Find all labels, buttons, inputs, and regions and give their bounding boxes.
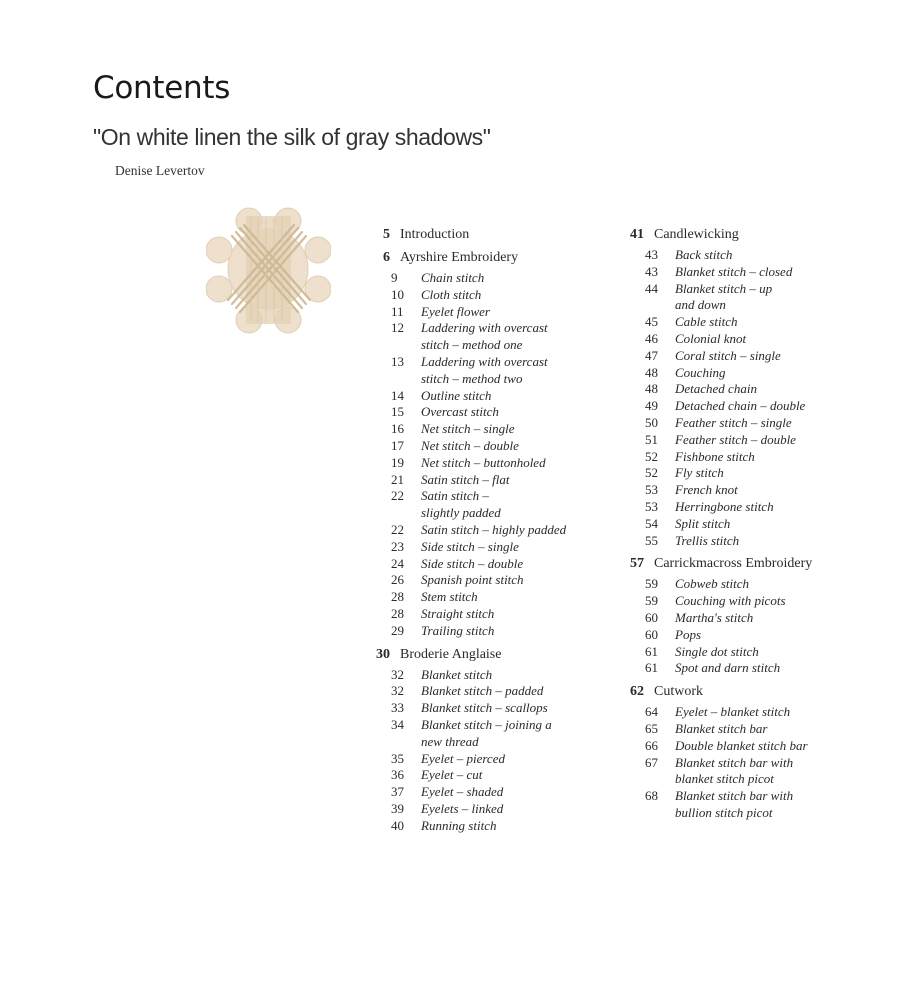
section-title: Ayrshire Embroidery <box>400 250 519 265</box>
toc-entry[interactable] <box>616 610 866 627</box>
entry-title: Outline stitch <box>421 387 492 403</box>
entry-title: Couching with picots <box>675 593 786 609</box>
toc-entry[interactable] <box>616 331 866 348</box>
entry-title: Eyelet – pierced <box>421 750 505 766</box>
entry-title: Cobweb stitch <box>675 576 750 592</box>
epigraph-quote: "On white linen the silk of gray shadows" <box>93 124 491 150</box>
page-title: Contents <box>93 70 231 106</box>
entry-title: Detached chain – double <box>675 398 806 414</box>
toc-entry-list <box>616 247 866 549</box>
section-page-number: 41 <box>630 227 644 242</box>
section-title: Candlewicking <box>654 227 739 242</box>
entry-title: Trellis stitch <box>675 532 740 548</box>
toc-entry[interactable] <box>616 533 866 550</box>
toc-entry[interactable] <box>362 404 612 421</box>
entry-title: Net stitch – single <box>421 421 515 437</box>
entry-title: Herringbone stitch <box>675 498 774 514</box>
toc-entry[interactable] <box>616 788 866 822</box>
toc-entry[interactable] <box>362 589 612 606</box>
entry-title: Satin stitch – highly padded <box>421 521 567 537</box>
entry-page-number: 43 <box>645 247 658 262</box>
toc-entry[interactable] <box>362 522 612 539</box>
entry-page-number: 37 <box>391 784 404 800</box>
toc-entry[interactable] <box>362 388 612 405</box>
entry-page-number: 64 <box>645 704 658 720</box>
toc-entry[interactable] <box>616 516 866 533</box>
toc-entry[interactable] <box>616 482 866 499</box>
entry-title: Blanket stitch – joining a new thread <box>421 716 552 749</box>
contents-column-right <box>616 226 866 828</box>
entry-title: Eyelet flower <box>421 303 490 319</box>
entry-page-number: 51 <box>645 431 658 447</box>
toc-entry[interactable] <box>616 365 866 382</box>
entry-page-number: 26 <box>391 572 404 588</box>
toc-entry[interactable] <box>362 270 612 287</box>
entry-title: Double blanket stitch bar <box>675 737 808 753</box>
entry-title: Trailing stitch <box>421 622 495 638</box>
section-title: Carrickmacross Embroidery <box>654 556 813 572</box>
toc-entry[interactable] <box>616 465 866 482</box>
entry-page-number: 53 <box>645 498 658 514</box>
entry-page-number: 36 <box>391 767 404 783</box>
toc-section <box>616 683 866 822</box>
toc-entry[interactable] <box>362 784 612 801</box>
entry-title: Eyelet – shaded <box>421 784 504 800</box>
entry-title: Blanket stitch bar with bullion stitch picot <box>675 788 794 820</box>
toc-entry[interactable] <box>616 755 866 789</box>
toc-entry[interactable] <box>616 398 866 415</box>
entry-page-number: 52 <box>645 448 658 464</box>
entry-page-number: 61 <box>645 643 658 659</box>
entry-page-number: 22 <box>391 521 404 537</box>
section-page-number: 30 <box>376 646 390 662</box>
toc-section-heading[interactable] <box>616 683 866 700</box>
toc-entry[interactable] <box>362 751 612 768</box>
entry-page-number: 52 <box>645 465 658 481</box>
entry-page-number: 54 <box>645 515 658 531</box>
toc-section-heading[interactable] <box>362 226 612 243</box>
toc-entry[interactable] <box>362 700 612 717</box>
toc-entry[interactable] <box>616 644 866 661</box>
toc-entry[interactable] <box>616 432 866 449</box>
entry-page-number: 45 <box>645 314 658 330</box>
entry-title: Stem stitch <box>421 589 478 605</box>
entry-title: Cloth stitch <box>421 286 482 302</box>
toc-entry[interactable] <box>362 623 612 640</box>
entry-page-number: 67 <box>645 754 658 770</box>
entry-title: Chain stitch <box>421 270 485 285</box>
entry-page-number: 50 <box>645 414 658 430</box>
toc-entry-list <box>362 667 612 835</box>
entry-title: Blanket stitch – scallops <box>421 700 548 716</box>
toc-section-heading[interactable] <box>616 555 866 572</box>
entry-title: Laddering with overcast stitch – method one <box>421 320 548 353</box>
toc-entry[interactable] <box>362 539 612 556</box>
entry-title: Spanish point stitch <box>421 572 524 588</box>
entry-title: Eyelet – blanket stitch <box>675 704 791 720</box>
entry-title: Blanket stitch bar <box>675 720 768 736</box>
toc-entry[interactable] <box>362 717 612 751</box>
toc-entry[interactable] <box>616 627 866 644</box>
section-page-number: 57 <box>630 556 644 572</box>
toc-section <box>616 555 866 677</box>
toc-entry[interactable] <box>362 818 612 835</box>
section-title: Introduction <box>400 227 470 242</box>
entry-page-number: 10 <box>391 286 404 302</box>
section-page-number: 6 <box>383 250 390 265</box>
entry-page-number: 48 <box>645 364 658 380</box>
entry-title: Fishbone stitch <box>675 448 755 464</box>
toc-entry[interactable] <box>362 556 612 573</box>
entry-title: Feather stitch – double <box>675 431 796 447</box>
entry-title: Side stitch – single <box>421 538 519 554</box>
entry-title: Eyelet – cut <box>421 767 483 783</box>
toc-entry[interactable] <box>616 381 866 398</box>
entry-page-number: 68 <box>645 788 658 804</box>
entry-title: Colonial knot <box>675 330 747 346</box>
entry-page-number: 43 <box>645 263 658 279</box>
entry-title: Blanket stitch – padded <box>421 683 544 699</box>
entry-title: Blanket stitch <box>421 666 493 682</box>
entry-page-number: 65 <box>645 720 658 736</box>
toc-entry[interactable] <box>616 576 866 593</box>
toc-entry[interactable] <box>362 421 612 438</box>
entry-title: Overcast stitch <box>421 404 499 420</box>
entry-page-number: 59 <box>645 576 658 592</box>
entry-page-number: 47 <box>645 347 658 363</box>
entry-title: Net stitch – double <box>421 437 519 453</box>
entry-title: Side stitch – double <box>421 555 524 571</box>
entry-page-number: 49 <box>645 398 658 414</box>
toc-entry[interactable] <box>616 415 866 432</box>
entry-title: Net stitch – buttonholed <box>421 454 546 470</box>
entry-page-number: 60 <box>645 609 658 625</box>
entry-page-number: 28 <box>391 589 404 605</box>
entry-title: Spot and darn stitch <box>675 660 781 676</box>
toc-entry[interactable] <box>616 281 866 315</box>
toc-entry[interactable] <box>362 304 612 321</box>
entry-title: Single dot stitch <box>675 643 759 659</box>
toc-entry[interactable] <box>362 354 612 388</box>
entry-page-number: 11 <box>391 303 404 319</box>
entry-title: Straight stitch <box>421 605 495 621</box>
entry-title: Coral stitch – single <box>675 347 781 363</box>
entry-page-number: 23 <box>391 538 404 554</box>
toc-entry[interactable] <box>362 801 612 818</box>
entry-title: French knot <box>675 482 738 498</box>
entry-page-number: 34 <box>391 716 404 732</box>
toc-section <box>362 226 612 243</box>
entry-page-number: 48 <box>645 381 658 397</box>
entry-page-number: 59 <box>645 593 658 609</box>
toc-section-heading[interactable] <box>362 646 612 663</box>
toc-entry[interactable] <box>616 449 866 466</box>
entry-page-number: 33 <box>391 700 404 716</box>
entry-page-number: 61 <box>645 660 658 676</box>
entry-page-number: 13 <box>391 353 404 369</box>
toc-section-heading[interactable] <box>362 249 612 266</box>
entry-title: Blanket stitch bar with blanket stitch picot <box>675 754 794 787</box>
toc-entry[interactable] <box>616 593 866 610</box>
entry-page-number: 22 <box>391 488 404 504</box>
entry-title: Blanket stitch – closed <box>675 263 793 279</box>
entry-page-number: 44 <box>645 280 658 296</box>
entry-page-number: 40 <box>391 817 404 833</box>
toc-entry[interactable] <box>616 660 866 677</box>
toc-entry-list <box>616 704 866 822</box>
entry-page-number: 21 <box>391 471 404 487</box>
entry-page-number: 35 <box>391 750 404 766</box>
toc-entry[interactable] <box>362 320 612 354</box>
entry-page-number: 60 <box>645 626 658 642</box>
toc-entry[interactable] <box>362 572 612 589</box>
toc-entry[interactable] <box>616 348 866 365</box>
epigraph-author: Denise Levertov <box>115 163 205 178</box>
toc-entry[interactable] <box>616 721 866 738</box>
contents-column-left <box>362 226 612 841</box>
entry-title: Couching <box>675 364 726 380</box>
entry-title: Laddering with overcast stitch – method two <box>421 353 548 386</box>
toc-section <box>362 646 612 835</box>
entry-page-number: 32 <box>391 683 404 699</box>
toc-entry[interactable] <box>362 488 612 522</box>
entry-title: Eyelets – linked <box>421 800 504 816</box>
toc-entry[interactable] <box>362 767 612 784</box>
entry-title: Detached chain <box>675 381 757 397</box>
entry-title: Blanket stitch – up and down <box>675 280 773 313</box>
entry-page-number: 12 <box>391 320 404 336</box>
section-title: Cutwork <box>654 684 703 700</box>
entry-title: Satin stitch – flat <box>421 471 510 487</box>
entry-page-number: 46 <box>645 330 658 346</box>
entry-title: Cable stitch <box>675 314 738 330</box>
entry-page-number: 53 <box>645 482 658 498</box>
entry-page-number: 66 <box>645 737 658 753</box>
toc-entry-list <box>362 270 612 640</box>
toc-entry[interactable] <box>362 472 612 489</box>
toc-entry[interactable] <box>362 438 612 455</box>
thread-card-illustration <box>206 204 331 334</box>
entry-title: Satin stitch – slightly padded <box>421 488 501 521</box>
toc-entry[interactable] <box>616 247 866 264</box>
entry-page-number: 19 <box>391 454 404 470</box>
entry-title: Martha's stitch <box>675 609 754 625</box>
entry-page-number: 17 <box>391 437 404 453</box>
entry-title: Fly stitch <box>675 465 724 481</box>
toc-section <box>616 226 866 549</box>
toc-entry[interactable] <box>362 287 612 304</box>
entry-title: Feather stitch – single <box>675 414 792 430</box>
section-page-number: 5 <box>383 227 390 242</box>
entry-title: Pops <box>675 626 701 642</box>
entry-page-number: 15 <box>391 404 404 420</box>
toc-entry[interactable] <box>616 314 866 331</box>
toc-entry[interactable] <box>362 667 612 684</box>
toc-section <box>362 249 612 640</box>
toc-entry[interactable] <box>362 455 612 472</box>
entry-page-number: 39 <box>391 800 404 816</box>
toc-section-heading[interactable] <box>616 226 866 243</box>
toc-entry[interactable] <box>616 264 866 281</box>
section-title: Broderie Anglaise <box>400 646 502 662</box>
entry-title: Back stitch <box>675 247 733 262</box>
entry-title: Split stitch <box>675 515 731 531</box>
toc-entry[interactable] <box>616 704 866 721</box>
toc-entry[interactable] <box>362 683 612 700</box>
entry-page-number: 28 <box>391 605 404 621</box>
entry-page-number: 16 <box>391 421 404 437</box>
toc-entry[interactable] <box>616 738 866 755</box>
entry-page-number: 32 <box>391 666 404 682</box>
entry-page-number: 14 <box>391 387 404 403</box>
entry-page-number: 29 <box>391 622 404 638</box>
entry-page-number: 55 <box>645 532 658 548</box>
toc-entry[interactable] <box>616 499 866 516</box>
entry-title: Running stitch <box>421 817 497 833</box>
toc-entry[interactable] <box>362 606 612 623</box>
toc-entry-list <box>616 576 866 677</box>
entry-page-number: 9 <box>391 270 398 285</box>
section-page-number: 62 <box>630 684 644 700</box>
entry-page-number: 24 <box>391 555 404 571</box>
